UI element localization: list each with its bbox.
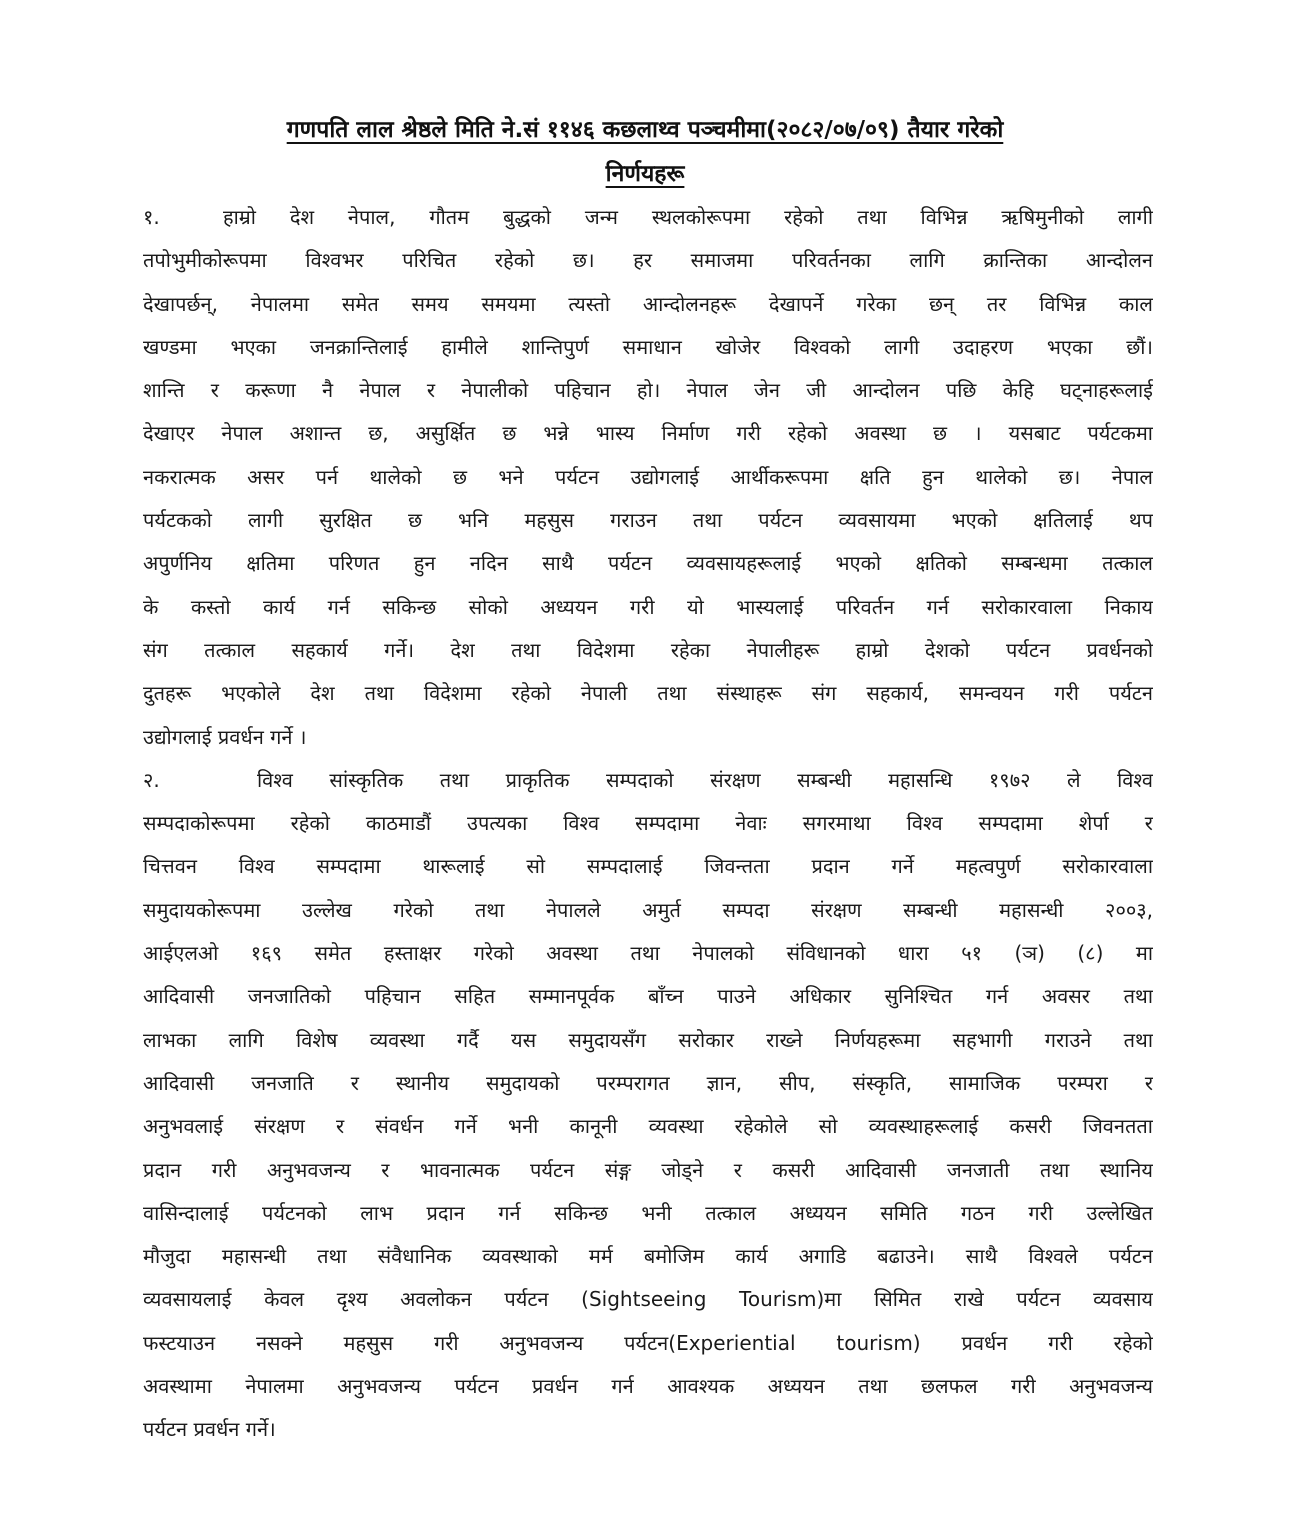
paragraph-line: मौजुदा महासन्धी तथा संवैधानिक व्यवस्थाको मर्म बमोजिम कार्य अगाडि बढाउने। साथै विश्वले पर्यटन	[143, 1244, 1153, 1269]
document-title	[150, 108, 1140, 196]
paragraph-line: आदिवासी जनजाति र स्थानीय समुदायको परम्परागत ज्ञान, सीप, संस्कृति, सामाजिक परम्परा र	[143, 1070, 1153, 1095]
paragraph-line: शान्ति र करूणा नै नेपाल र नेपालीको पहिचान हो। नेपाल जेन जी आन्दोलन पछि केहि घट्नाहरूलाई	[143, 378, 1153, 403]
paragraph-line: देखाएर नेपाल अशान्त छ, असुर्क्षित छ भन्ने भास्य निर्माण गरी रहेको अवस्था छ । यसबाट पर्यटकमा	[143, 421, 1153, 446]
paragraph-line: लाभका लागि विशेष व्यवस्था गर्दै यस समुदायसँग सरोकार राख्ने निर्णयहरूमा सहभागी गराउने तथा	[143, 1027, 1153, 1052]
paragraph-line: देखापर्छन्, नेपालमा समेत समय समयमा त्यस्तो आन्दोलनहरू देखापर्ने गरेका छन् तर विभिन्न काल	[143, 291, 1153, 316]
paragraph-line: खण्डमा भएका जनक्रान्तिलाई हामीले शान्तिपुर्ण समाधान खोजेर विश्वको लागी उदाहरण भएका छौं।	[143, 334, 1153, 359]
paragraph-line: तपोभुमीकोरूपमा विश्वभर परिचित रहेको छ। हर समाजमा परिवर्तनका लागि क्रान्तिका आन्दोलन	[143, 248, 1153, 273]
paragraph-line: फस्टयाउन नसक्ने महसुस गरी अनुभवजन्य पर्यटन(Experiential tourism) प्रवर्धन गरी रहेको	[143, 1330, 1153, 1355]
paragraph-line: दुतहरू भएकोले देश तथा विदेशमा रहेको नेपाली तथा संस्थाहरू संग सहकार्य, समन्वयन गरी पर्यटन	[143, 681, 1153, 706]
document-body	[143, 196, 1153, 1452]
paragraph-number: १.	[143, 205, 160, 229]
paragraph-number: २.	[143, 767, 160, 792]
paragraph-line-text: विश्व सांस्कृतिक तथा प्राकृतिक सम्पदाको संरक्षण सम्बन्धी महासन्धि १९७२ ले विश्व	[257, 767, 1153, 792]
title-line-2	[150, 152, 1140, 196]
paragraph-line: आईएलओ १६९ समेत हस्ताक्षर गरेको अवस्था तथा नेपालको संविधानको धारा ५१ (ञ) (८) मा	[143, 941, 1153, 966]
title-line-2-text: निर्णयहरू	[605, 161, 685, 187]
paragraph-line: प्रदान गरी अनुभवजन्य र भावनात्मक पर्यटन संङ्ग जोड्ने र कसरी आदिवासी जनजाती तथा स्थानिय	[143, 1157, 1153, 1182]
paragraph-line: व्यवसायलाई केवल दृश्य अवलोकन पर्यटन (Sightseeing Tourism)मा सिमित राखे पर्यटन व्यवसाय	[143, 1287, 1153, 1312]
paragraph-line: अपुर्णनिय क्षतिमा परिणत हुन नदिन साथै पर्यटन व्यवसायहरूलाई भएको क्षतिको सम्बन्धमा तत्काल	[143, 551, 1153, 576]
paragraph-line	[143, 759, 1153, 802]
paragraph-line: चित्तवन विश्व सम्पदामा थारूलाई सो सम्पदालाई जिवन्तता प्रदान गर्ने महत्वपुर्ण सरोकारवाला	[143, 854, 1153, 879]
paragraph-line: अनुभवलाई संरक्षण र संवर्धन गर्ने भनी कानूनी व्यवस्था रहेकोले सो व्यवस्थाहरूलाई कसरी जिवनतता	[143, 1114, 1153, 1139]
paragraph-line: के कस्तो कार्य गर्न सकिन्छ सोको अध्ययन गरी यो भास्यलाई परिवर्तन गर्न सरोकारवाला निकाय	[143, 594, 1153, 619]
paragraph-line: अवस्थामा नेपालमा अनुभवजन्य पर्यटन प्रवर्धन गर्न आवश्यक अध्ययन तथा छलफल गरी अनुभवजन्य	[143, 1374, 1153, 1399]
paragraph-line: वासिन्दालाई पर्यटनको लाभ प्रदान गर्न सकिन्छ भनी तत्काल अध्ययन समिति गठन गरी उल्लेखित	[143, 1200, 1153, 1225]
paragraph-line: समुदायकोरूपमा उल्लेख गरेको तथा नेपालले अमुर्त सम्पदा संरक्षण सम्बन्धी महासन्धी २००३,	[143, 897, 1153, 922]
paragraph-2	[143, 759, 1153, 1452]
paragraph-line: नकरात्मक असर पर्न थालेको छ भने पर्यटन उद्योगलाई आर्थीकरूपमा क्षति हुन थालेको छ। नेपाल	[143, 464, 1153, 489]
paragraph-line: आदिवासी जनजातिको पहिचान सहित सम्मानपूर्वक बाँच्न पाउने अधिकार सुनिश्चित गर्न अवसर तथा	[143, 984, 1153, 1009]
paragraph-line: पर्यटकको लागी सुरक्षित छ भनि महसुस गराउन तथा पर्यटन व्यवसायमा भएको क्षतिलाई थप	[143, 508, 1153, 533]
paragraph-line: संग तत्काल सहकार्य गर्ने। देश तथा विदेशमा रहेका नेपालीहरू हाम्रो देशको पर्यटन प्रवर्धनको	[143, 637, 1153, 662]
paragraph-line: उद्योगलाई प्रवर्धन गर्ने ।	[143, 724, 307, 749]
paragraph-line-text: हाम्रो देश नेपाल, गौतम बुद्धको जन्म स्थलकोरूपमा रहेको तथा विभिन्न ऋषिमुनीको लागी	[223, 205, 1153, 229]
title-line-1-text: गणपति लाल श्रेष्ठले मिति ने.सं ११४६ कछलाथ्व पञ्चमीमा(२०८२/०७/०९) तैयार गरेको	[286, 117, 1004, 143]
paragraph-line	[143, 196, 1153, 239]
title-line-1	[150, 108, 1140, 152]
paragraph-1	[143, 196, 1153, 759]
paragraph-line: सम्पदाकोरूपमा रहेको काठमाडौं उपत्यका विश्व सम्पदामा नेवाः सगरमाथा विश्व सम्पदामा शेर्पा र	[143, 811, 1153, 836]
paragraph-line: पर्यटन प्रवर्धन गर्ने।	[143, 1417, 276, 1442]
